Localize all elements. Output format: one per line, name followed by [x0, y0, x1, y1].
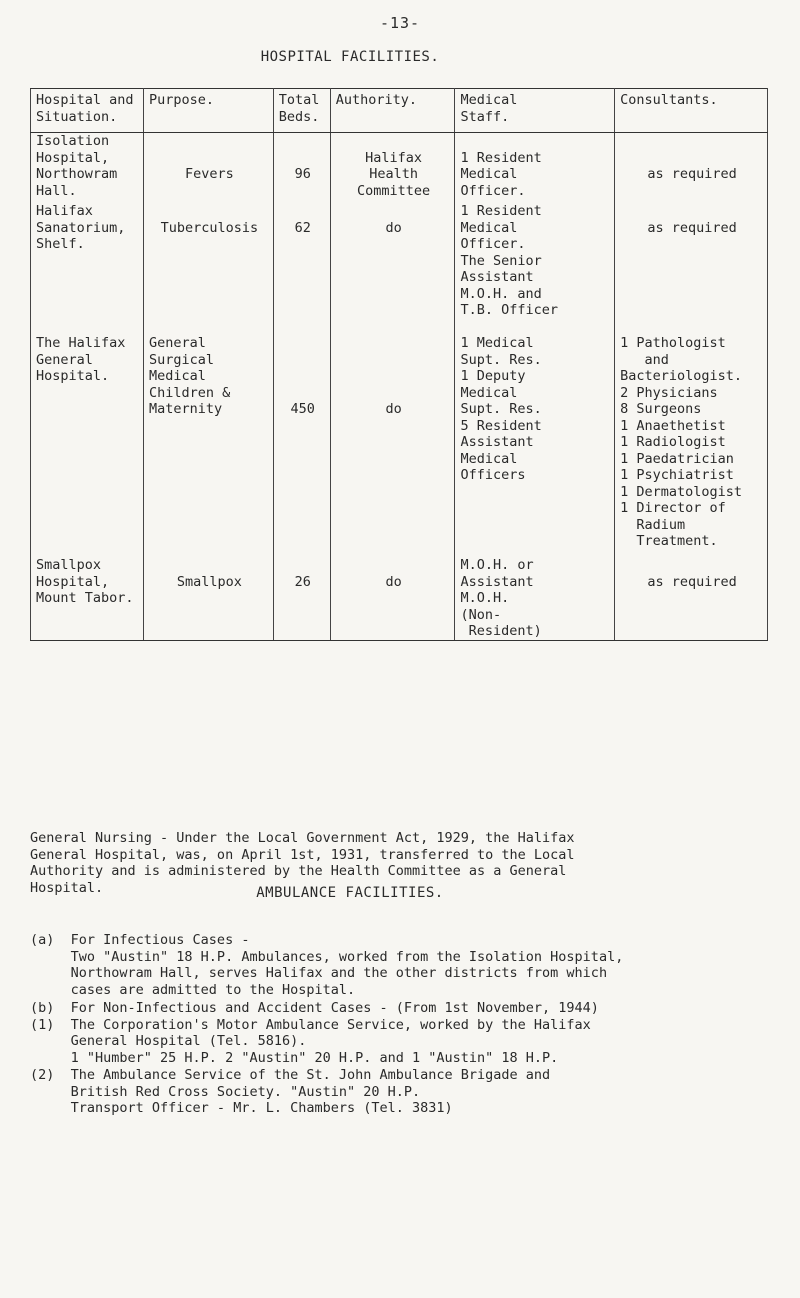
general-nursing-note: General Nursing - Under the Local Government Act, 1929, the Halifax General Hospital, was, on April 1st, 1931, transferred to the Local Authority and is administered by the Health Committee as a General Hospital.	[30, 830, 575, 896]
cell-purpose: Fevers	[143, 133, 273, 204]
cell-staff: 1 Resident Medical Officer. The Senior Assistant M.O.H. and T.B. Officer	[455, 203, 615, 335]
table-row	[31, 203, 768, 335]
table-row	[31, 133, 768, 204]
cell-hospital: Isolation Hospital, Northowram Hall.	[31, 133, 144, 204]
cell-authority: do	[330, 203, 455, 335]
cell-authority: Halifax Health Committee	[330, 133, 455, 204]
hospital-facilities-table	[30, 88, 768, 641]
header-purpose: Purpose.	[143, 89, 273, 133]
cell-authority: do	[330, 557, 455, 640]
table-header-row	[31, 89, 768, 133]
cell-hospital: Halifax Sanatorium, Shelf.	[31, 203, 144, 335]
hospital-facilities-title: HOSPITAL FACILITIES.	[260, 49, 440, 65]
header-staff: Medical Staff.	[455, 89, 615, 133]
cell-beds: 26	[273, 557, 330, 640]
non-infectious-cases-paragraph: (b) For Non-Infectious and Accident Cases - (From 1st November, 1944) (1) The Corporation's Motor Ambulance Service, worked by the Halifax General Hospital (Tel. 5816). 1 "Humber" 25 H.P. 2 "Austin" 20 H.P. and 1 "Austin" 18 H.P.	[30, 1000, 599, 1066]
cell-hospital: The Halifax General Hospital.	[31, 335, 144, 557]
cell-staff: 1 Medical Supt. Res. 1 Deputy Medical Supt. Res. 5 Resident Assistant Medical Officers	[455, 335, 615, 557]
cell-consultants: 1 Pathologist and Bacteriologist. 2 Physicians 8 Surgeons 1 Anaethetist 1 Radiologist 1 Paedatrician 1 Psychiatrist 1 Dermatologist 1 Director of Radium Treatment.	[615, 335, 768, 557]
cell-staff: 1 Resident Medical Officer.	[455, 133, 615, 204]
ambulance-facilities-title: AMBULANCE FACILITIES.	[256, 885, 444, 901]
header-consultants: Consultants.	[615, 89, 768, 133]
cell-beds: 96	[273, 133, 330, 204]
st-john-ambulance-paragraph: (2) The Ambulance Service of the St. John Ambulance Brigade and British Red Cross Society. "Austin" 20 H.P. Transport Officer - Mr. L. Chambers (Tel. 3831)	[30, 1067, 551, 1116]
cell-staff: M.O.H. or Assistant M.O.H. (Non- Resident)	[455, 557, 615, 640]
cell-consultants: as required	[615, 203, 768, 335]
header-hospital: Hospital and Situation.	[31, 89, 144, 133]
header-beds: Total Beds.	[273, 89, 330, 133]
cell-purpose: Smallpox	[143, 557, 273, 640]
header-authority: Authority.	[330, 89, 455, 133]
table-row	[31, 557, 768, 640]
cell-consultants: as required	[615, 557, 768, 640]
cell-consultants: as required	[615, 133, 768, 204]
cell-beds: 62	[273, 203, 330, 335]
cell-purpose: General Surgical Medical Children & Maternity	[143, 335, 273, 557]
cell-hospital: Smallpox Hospital, Mount Tabor.	[31, 557, 144, 640]
table-row	[31, 335, 768, 557]
infectious-cases-paragraph: (a) For Infectious Cases - Two "Austin" 18 H.P. Ambulances, worked from the Isolation Hospital, Northowram Hall, serves Halifax and the other districts from which cases are admitted to the Hospital.	[30, 932, 624, 998]
cell-beds: 450	[273, 335, 330, 557]
cell-authority: do	[330, 335, 455, 557]
cell-purpose: Tuberculosis	[143, 203, 273, 335]
page-number: -13-	[379, 14, 421, 32]
